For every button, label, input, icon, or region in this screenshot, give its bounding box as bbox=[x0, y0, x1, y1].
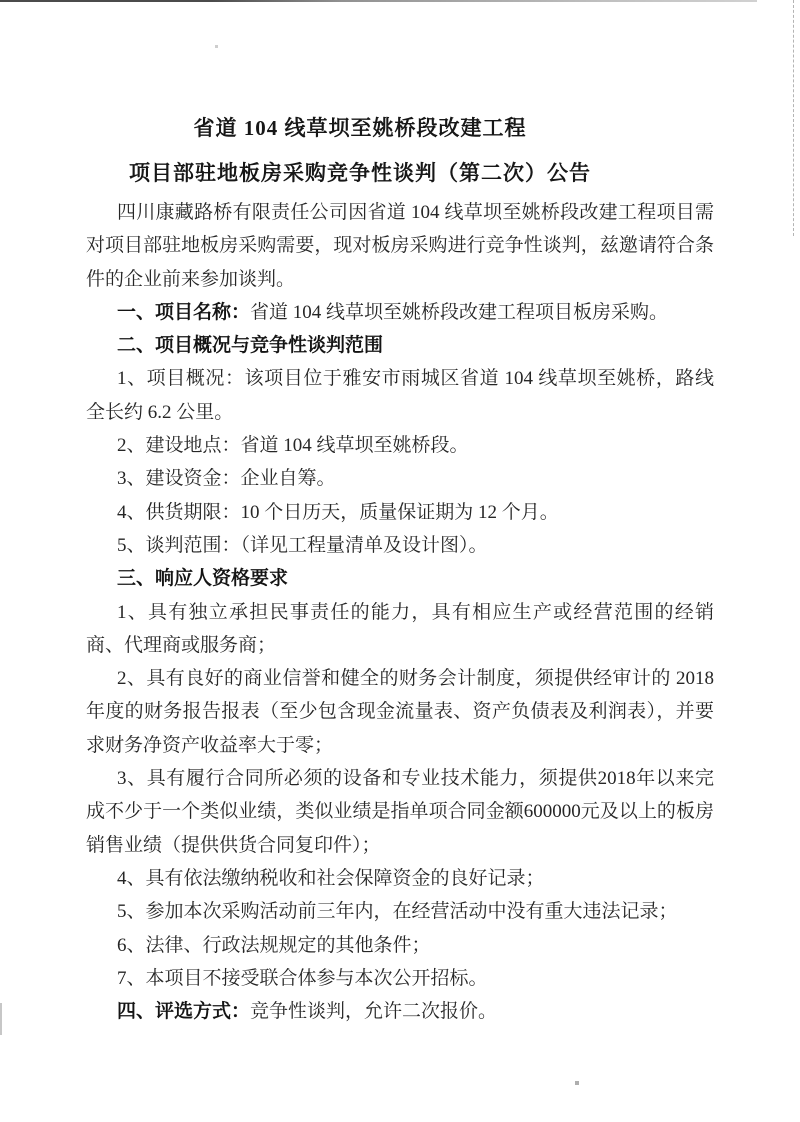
item-negotiation-scope bbox=[86, 529, 714, 562]
document-title-line-2: 项目部驻地板房采购竞争性谈判（第二次）公告 bbox=[129, 161, 591, 185]
item-construction-funds bbox=[86, 462, 714, 495]
section-heading: 二、项目概况与竞争性谈判范围 bbox=[117, 335, 384, 357]
qualification-item-6 bbox=[86, 929, 714, 962]
qualification-item-3 bbox=[86, 762, 714, 862]
paragraph-text: 7、本项目不接受联合体参与本次公开招标。 bbox=[117, 967, 488, 989]
paragraph-text: 5、参加本次采购活动前三年内，在经营活动中没有重大违法记录； bbox=[117, 901, 678, 923]
paragraph-text: 2、建设地点：省道 104 线草坝至姚桥段。 bbox=[117, 435, 469, 457]
section-3-heading bbox=[86, 562, 714, 595]
document-body bbox=[86, 196, 714, 1028]
document-title-block bbox=[0, 0, 760, 196]
section-heading: 三、响应人资格要求 bbox=[117, 568, 289, 590]
intro-paragraph bbox=[86, 196, 714, 296]
section-heading: 四、评选方式： bbox=[117, 1001, 251, 1023]
paragraph-text: 竞争性谈判，允许二次报价。 bbox=[250, 1001, 498, 1023]
item-supply-period bbox=[86, 496, 714, 529]
qualification-item-2 bbox=[86, 662, 714, 762]
section-2-heading bbox=[86, 329, 714, 362]
section-1-project-name bbox=[86, 296, 714, 329]
paragraph-text: 4、具有依法缴纳税收和社会保障资金的良好记录； bbox=[117, 867, 545, 889]
paragraph-text: 1、具有独立承担民事责任的能力，具有相应生产或经营范围的经销商、代理商或服务商； bbox=[86, 601, 714, 656]
paragraph-text: 3、建设资金：企业自筹。 bbox=[117, 468, 336, 490]
paragraph-text: 6、法律、行政法规规定的其他条件； bbox=[117, 934, 431, 956]
qualification-item-5 bbox=[86, 895, 714, 928]
item-construction-site bbox=[86, 429, 714, 462]
qualification-item-7 bbox=[86, 962, 714, 995]
section-heading: 一、项目名称： bbox=[117, 301, 251, 323]
paragraph-text: 3、具有履行合同所必须的设备和专业技术能力，须提供2018年以来完成不少于一个类似业绩，类似业绩是指单项合同金额600000元及以上的板房销售业绩（提供供货合同复印件）； bbox=[86, 768, 714, 856]
paragraph-text: 四川康藏路桥有限责任公司因省道 104 线草坝至姚桥段改建工程项目需对项目部驻地板房采购需要，现对板房采购进行竞争性谈判，兹邀请符合条件的企业前来参加谈判。 bbox=[86, 202, 714, 290]
scan-speck bbox=[575, 1081, 579, 1085]
paragraph-text: 省道 104 线草坝至姚桥段改建工程项目板房采购。 bbox=[250, 301, 669, 323]
qualification-item-4 bbox=[86, 862, 714, 895]
section-4-selection-method bbox=[86, 995, 714, 1028]
qualification-item-1 bbox=[86, 596, 714, 663]
paragraph-text: 1、项目概况：该项目位于雅安市雨城区省道 104 线草坝至姚桥，路线全长约 6.2 公里。 bbox=[86, 368, 714, 423]
item-project-overview bbox=[86, 362, 714, 429]
paragraph-text: 2、具有良好的商业信誉和健全的财务会计制度，须提供经审计的 2018 年度的财务报告报表（至少包含现金流量表、资产负债表及利润表），并要求财务净资产收益率大于零； bbox=[86, 668, 714, 756]
paragraph-text: 5、谈判范围：（详见工程量清单及设计图）。 bbox=[117, 534, 488, 556]
document-title-line-1: 省道 104 线草坝至姚桥段改建工程 bbox=[193, 116, 527, 140]
paragraph-text: 4、供货期限：10 个日历天，质量保证期为 12 个月。 bbox=[117, 501, 559, 523]
